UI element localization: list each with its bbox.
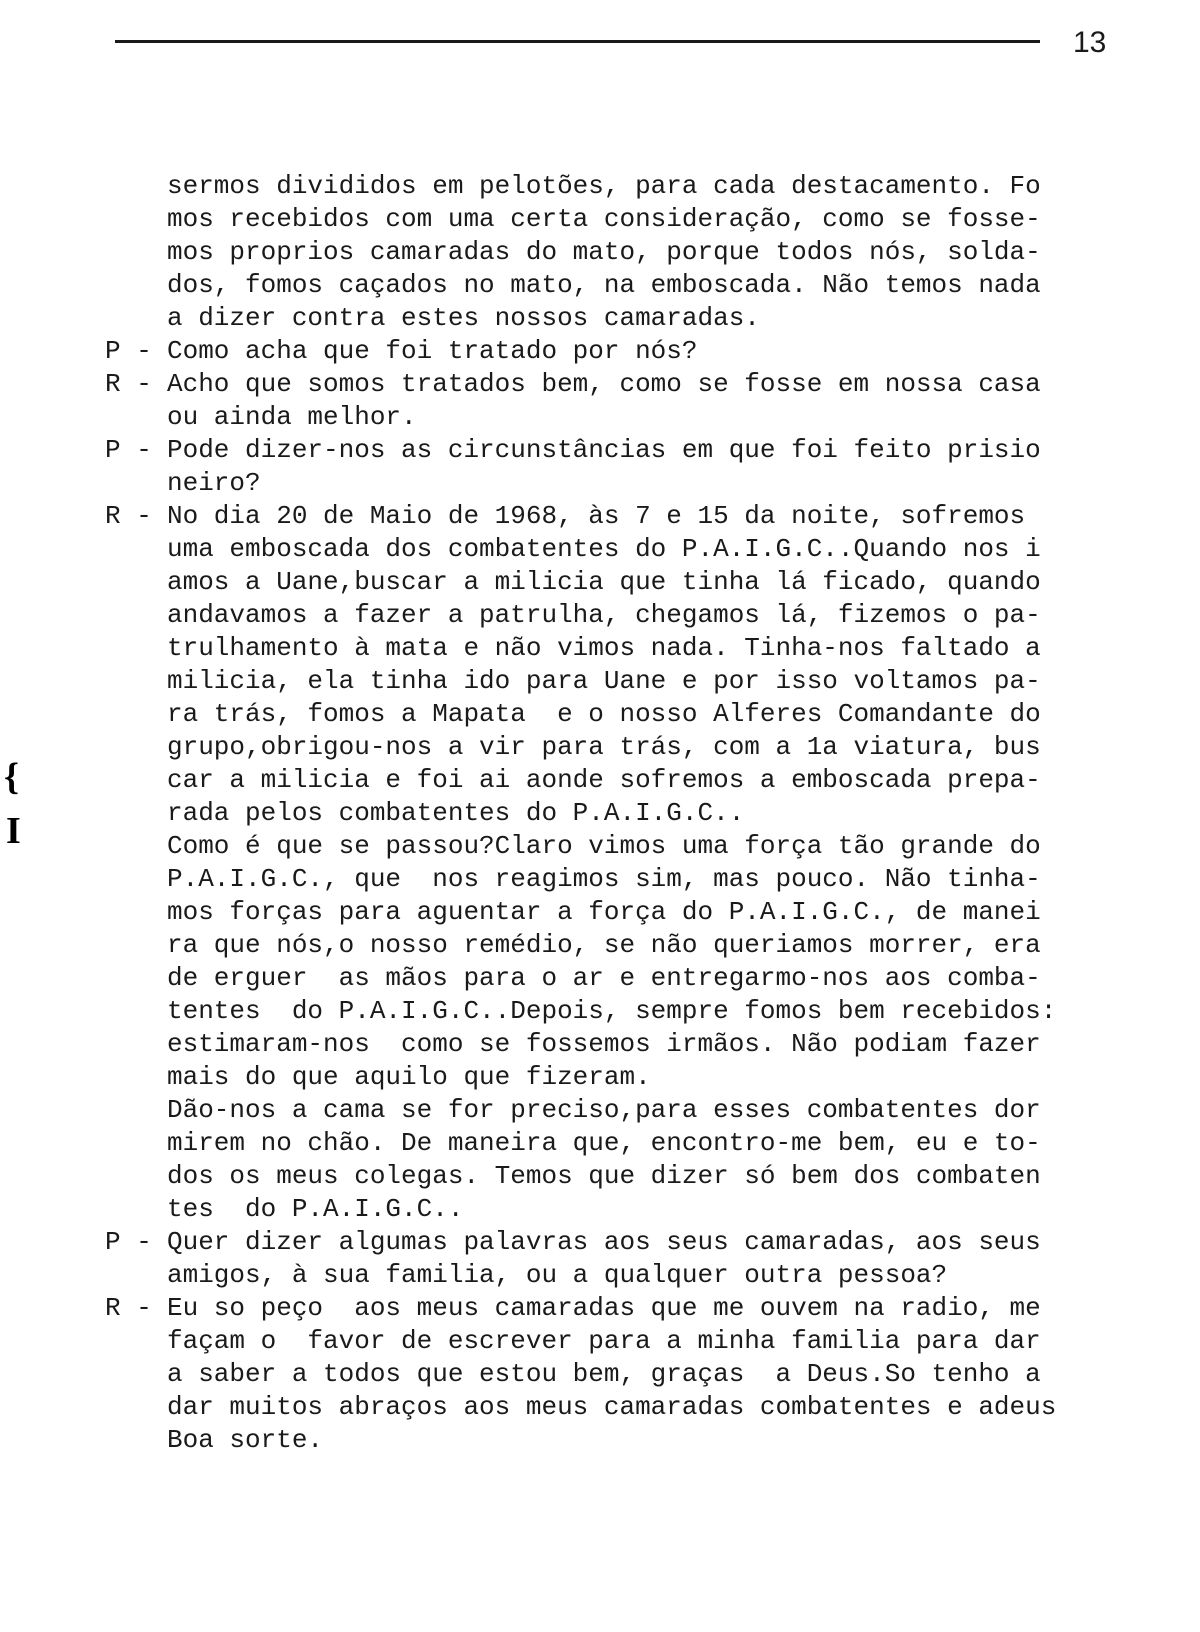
text-line: mirem no chão. De maneira que, encontro-me bem, eu e to- <box>167 1128 1041 1158</box>
entry-text <box>167 434 1075 500</box>
text-line: façam o favor de escrever para a minha familia para dar <box>167 1326 1041 1356</box>
text-line: P.A.I.G.C., que nos reagimos sim, mas pouco. Não tinha- <box>167 864 1041 894</box>
text-line: a dizer contra estes nossos camaradas. <box>167 303 760 333</box>
text-line: dos os meus colegas. Temos que dizer só bem dos combaten <box>167 1161 1041 1191</box>
text-line: amigos, à sua familia, ou a qualquer outra pessoa? <box>167 1260 948 1290</box>
text-line: mos proprios camaradas do mato, porque todos nós, solda- <box>167 237 1041 267</box>
text-line: tentes do P.A.I.G.C..Depois, sempre fomos bem recebidos: <box>167 996 1057 1026</box>
text-line: neiro? <box>167 468 261 498</box>
entry-text <box>167 170 1075 335</box>
text-line: trulhamento à mata e não vimos nada. Tinha-nos faltado a <box>167 633 1041 663</box>
text-line: ra que nós,o nosso remédio, se não queriamos morrer, era <box>167 930 1041 960</box>
text-line: ou ainda melhor. <box>167 402 417 432</box>
text-line: mais do que aquilo que fizeram. <box>167 1062 651 1092</box>
header-rule <box>115 40 1040 43</box>
text-line: milicia, ela tinha ido para Uane e por isso voltamos pa- <box>167 666 1041 696</box>
question-marker: P - <box>105 1227 152 1257</box>
text-line: estimaram-nos como se fossemos irmãos. Não podiam fazer <box>167 1029 1041 1059</box>
transcript-entry <box>105 434 1075 500</box>
entry-text <box>167 335 1075 368</box>
text-line: sermos divididos em pelotões, para cada destacamento. Fo <box>167 171 1041 201</box>
text-line: ra trás, fomos a Mapata e o nosso Alferes Comandante do <box>167 699 1041 729</box>
text-line: Boa sorte. <box>167 1425 324 1455</box>
text-line: uma emboscada dos combatentes do P.A.I.G.C..Quando nos i <box>167 534 1041 564</box>
text-line: Pode dizer-nos as circunstâncias em que foi feito prisio <box>167 435 1041 465</box>
answer-marker: R - <box>105 501 152 531</box>
transcript-entry <box>105 335 1075 368</box>
margin-bar-mark: I <box>6 810 21 852</box>
text-line: No dia 20 de Maio de 1968, às 7 e 15 da noite, sofremos <box>167 501 1026 531</box>
question-marker: P - <box>105 336 152 366</box>
text-line: Como acha que foi tratado por nós? <box>167 336 698 366</box>
text-line: Dão-nos a cama se for preciso,para esses combatentes dor <box>167 1095 1041 1125</box>
transcript-entry <box>105 170 1075 335</box>
text-line: dar muitos abraços aos meus camaradas combatentes e adeus <box>167 1392 1057 1422</box>
text-line: Como é que se passou?Claro vimos uma força tão grande do <box>167 831 1041 861</box>
transcript-entry <box>105 500 1075 1226</box>
margin-brace-mark: { <box>4 756 19 798</box>
text-line: Quer dizer algumas palavras aos seus camaradas, aos seus <box>167 1227 1041 1257</box>
transcript-entry <box>105 368 1075 434</box>
entry-text <box>167 1226 1075 1292</box>
answer-marker: R - <box>105 1293 152 1323</box>
text-line: mos forças para aguentar a força do P.A.I.G.C., de manei <box>167 897 1041 927</box>
interview-transcript <box>105 170 1075 1457</box>
text-line: andavamos a fazer a patrulha, chegamos lá, fizemos o pa- <box>167 600 1041 630</box>
answer-marker: R - <box>105 369 152 399</box>
text-line: amos a Uane,buscar a milicia que tinha lá ficado, quando <box>167 567 1041 597</box>
entry-text <box>167 500 1075 1226</box>
entry-text <box>167 368 1075 434</box>
text-line: Acho que somos tratados bem, como se fosse em nossa casa <box>167 369 1041 399</box>
transcript-entry <box>105 1226 1075 1292</box>
text-line: tes do P.A.I.G.C.. <box>167 1194 464 1224</box>
text-line: grupo,obrigou-nos a vir para trás, com a 1a viatura, bus <box>167 732 1041 762</box>
page-number: 13 <box>1073 26 1107 59</box>
text-line: dos, fomos caçados no mato, na emboscada. Não temos nada <box>167 270 1041 300</box>
text-line: car a milicia e foi ai aonde sofremos a emboscada prepa- <box>167 765 1041 795</box>
transcript-entry <box>105 1292 1075 1457</box>
text-line: Eu so peço aos meus camaradas que me ouvem na radio, me <box>167 1293 1041 1323</box>
text-line: mos recebidos com uma certa consideração, como se fosse- <box>167 204 1041 234</box>
text-line: de erguer as mãos para o ar e entregarmo-nos aos comba- <box>167 963 1041 993</box>
text-line: rada pelos combatentes do P.A.I.G.C.. <box>167 798 745 828</box>
question-marker: P - <box>105 435 152 465</box>
text-line: a saber a todos que estou bem, graças a Deus.So tenho a <box>167 1359 1041 1389</box>
entry-text <box>167 1292 1075 1457</box>
